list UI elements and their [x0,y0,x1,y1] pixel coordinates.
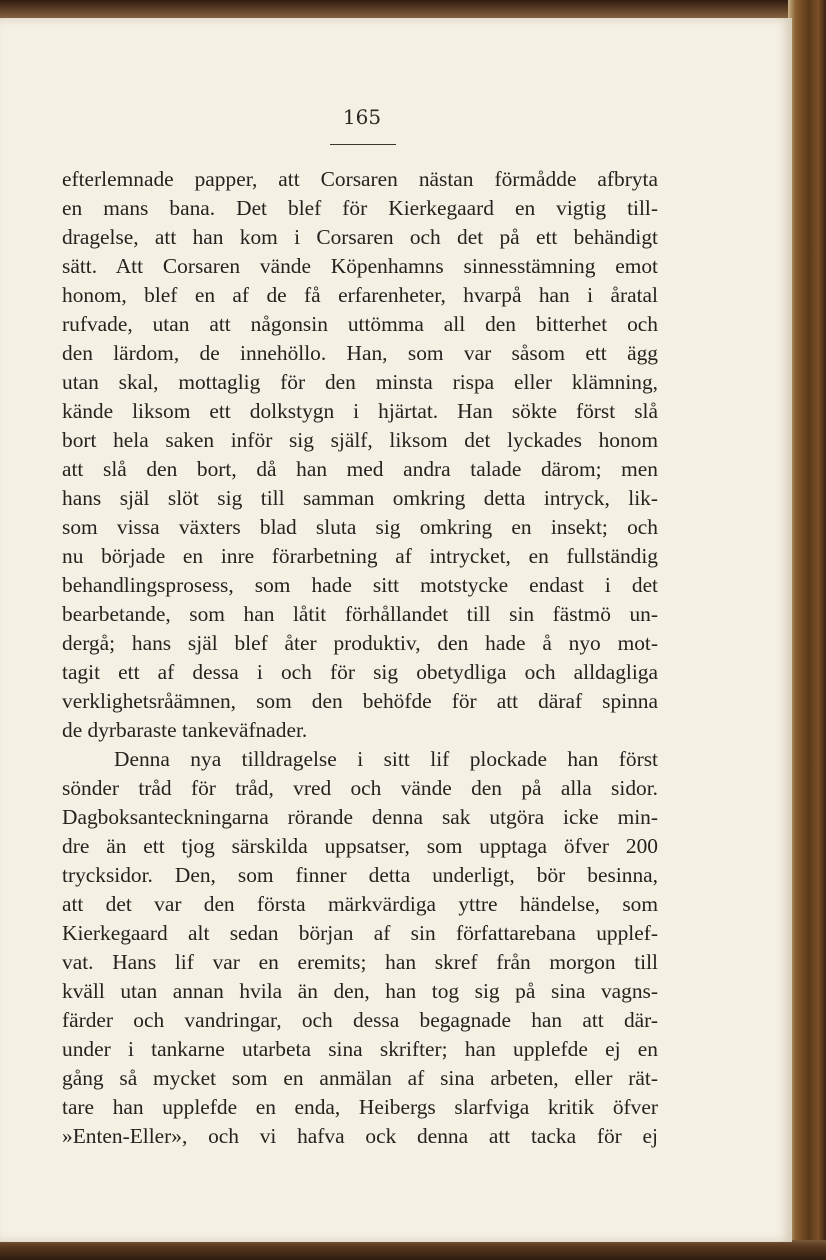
page-number: 165 [342,105,382,129]
text-line: vat. Hans lif var en eremits; han skref från morgon till [62,950,658,974]
text-line: Denna nya tilldragelse i sitt lif plockade han först [114,747,658,771]
text-line: en mans bana. Det blef för Kierkegaard en vigtig till- [62,196,658,220]
text-line: gång så mycket som en anmälan af sina arbeten, eller rät- [62,1066,658,1090]
text-line: att det var den första märkvärdiga yttre händelse, som [62,892,658,916]
text-line: färder och vandringar, och dessa begagnade han att där- [62,1008,658,1032]
page-number-rule [330,144,396,145]
text-line: kväll utan annan hvila än den, han tog sig på sina vagns- [62,979,658,1003]
text-line: Kierkegaard alt sedan början af sin författarebana upplef- [62,921,658,945]
text-line: efterlemnade papper, att Corsaren nästan förmådde afbryta [62,167,658,191]
text-line: utan skal, mottaglig för den minsta rispa eller klämning, [62,370,658,394]
text-line: »Enten-Eller», och vi hafva ock denna att tacka för ej [62,1124,658,1148]
text-line: trycksidor. Den, som finner detta underligt, bör besinna, [62,863,658,887]
text-line: rufvade, utan att någonsin uttömma all den bitterhet och [62,312,658,336]
text-line: Dagboksanteckningarna rörande denna sak utgöra icke min- [62,805,658,829]
text-line: de dyrbaraste tankeväfnader. [62,718,308,742]
text-line: under i tankarne utarbeta sina skrifter; han upplefde ej en [62,1037,658,1061]
text-line: sönder tråd för tråd, vred och vände den på alla sidor. [62,776,658,800]
text-line: att slå den bort, då han med andra talade därom; men [62,457,658,481]
book-spine-edge [788,0,826,1260]
text-line: tagit ett af dessa i och för sig obetydliga och alldagliga [62,660,658,684]
paper-page [0,18,792,1242]
text-line: dragelse, att han kom i Corsaren och det på ett behändigt [62,225,658,249]
text-line: dergå; hans själ blef åter produktiv, den hade å nyo mot- [62,631,658,655]
text-line: bort hela saken inför sig själf, liksom det lyckades honom [62,428,658,452]
text-line: kände liksom ett dolkstygn i hjärtat. Han sökte först slå [62,399,658,423]
book-bottom-edge [0,1240,826,1260]
text-line: den lärdom, de innehöllo. Han, som var såsom ett ägg [62,341,658,365]
book-top-edge [0,0,826,20]
text-line: nu började en inre förarbetning af intrycket, en fullständig [62,544,658,568]
text-line: dre än ett tjog särskilda uppsatser, som upptaga öfver 200 [62,834,658,858]
text-line: honom, blef en af de få erfarenheter, hvarpå han i åratal [62,283,658,307]
text-line: sätt. Att Corsaren vände Köpenhamns sinnesstämning emot [62,254,658,278]
text-line: behandlingsprosess, som hade sitt motstycke endast i det [62,573,658,597]
text-line: bearbetande, som han låtit förhållandet till sin fästmö un- [62,602,658,626]
text-line: tare han upplefde en enda, Heibergs slarfviga kritik öfver [62,1095,658,1119]
text-line: som vissa växters blad sluta sig omkring en insekt; och [62,515,658,539]
text-line: verklighetsråämnen, som den behöfde för att däraf spinna [62,689,658,713]
text-line: hans själ slöt sig till samman omkring detta intryck, lik- [62,486,658,510]
body-text [62,165,658,1151]
